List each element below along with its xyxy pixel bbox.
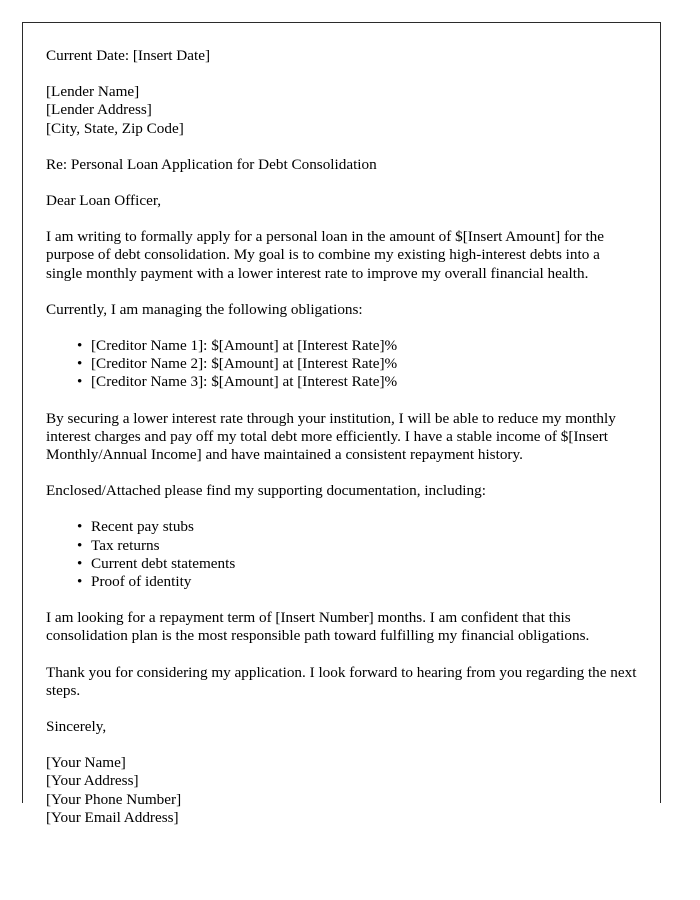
date-line: Current Date: [Insert Date] [46,47,211,64]
closing: Sincerely, [46,718,107,736]
recipient-address-block [46,83,638,138]
body-paragraph-2: By securing a lower interest rate through your institution, I will be able to reduce my monthly interest charges and pay off my total debt more efficiently. I have a stable income of $[Insert Monthly/Annual Income] and have maintained a consistent repayment history. [46,409,616,464]
recipient-line-1: [Lender Name] [46,83,140,101]
list-item: • [Creditor Name 3]: $[Amount] at [Interest Rate]% [91,373,638,391]
signature-block [46,754,638,827]
salutation: Dear Loan Officer, [46,192,162,210]
signature-line-1: [Your Name] [46,754,126,772]
obligations-list [46,337,638,392]
list-item: • Proof of identity [91,573,638,591]
list-item: • [Creditor Name 2]: $[Amount] at [Interest Rate]% [91,355,638,373]
list-item: • Tax returns [91,537,638,555]
enclosures-intro: Enclosed/Attached please find my supporting documentation, including: [46,482,486,500]
body-paragraph-1: I am writing to formally apply for a personal loan in the amount of $[Insert Amount] for the purpose of debt consolidation. My goal is to combine my existing high-interest debts into a single monthly payment with a lower interest rate to improve my overall financial health. [46,228,604,282]
recipient-line-3: [City, State, Zip Code] [46,119,184,137]
letter-body [46,47,638,827]
letter-page [22,22,661,826]
subject-line: Re: Personal Loan Application for Debt Consolidation [46,155,377,173]
enclosures-list [46,518,638,591]
obligations-intro: Currently, I am managing the following obligations: [46,300,363,318]
list-item: • Recent pay stubs [91,518,638,536]
recipient-line-2: [Lender Address] [46,101,152,119]
body-paragraph-3: I am looking for a repayment term of [Insert Number] months. I am confident that this consolidation plan is the most responsible path toward fulfilling my financial obligations. [46,609,590,645]
list-item: • [Creditor Name 1]: $[Amount] at [Interest Rate]% [91,337,638,355]
signature-line-3: [Your Phone Number] [46,790,182,808]
list-item: • Current debt statements [91,555,638,573]
body-paragraph-4: Thank you for considering my application. I look forward to hearing from you regarding the next steps. [46,663,637,699]
signature-line-4: [Your Email Address] [46,808,179,826]
signature-line-2: [Your Address] [46,772,139,790]
